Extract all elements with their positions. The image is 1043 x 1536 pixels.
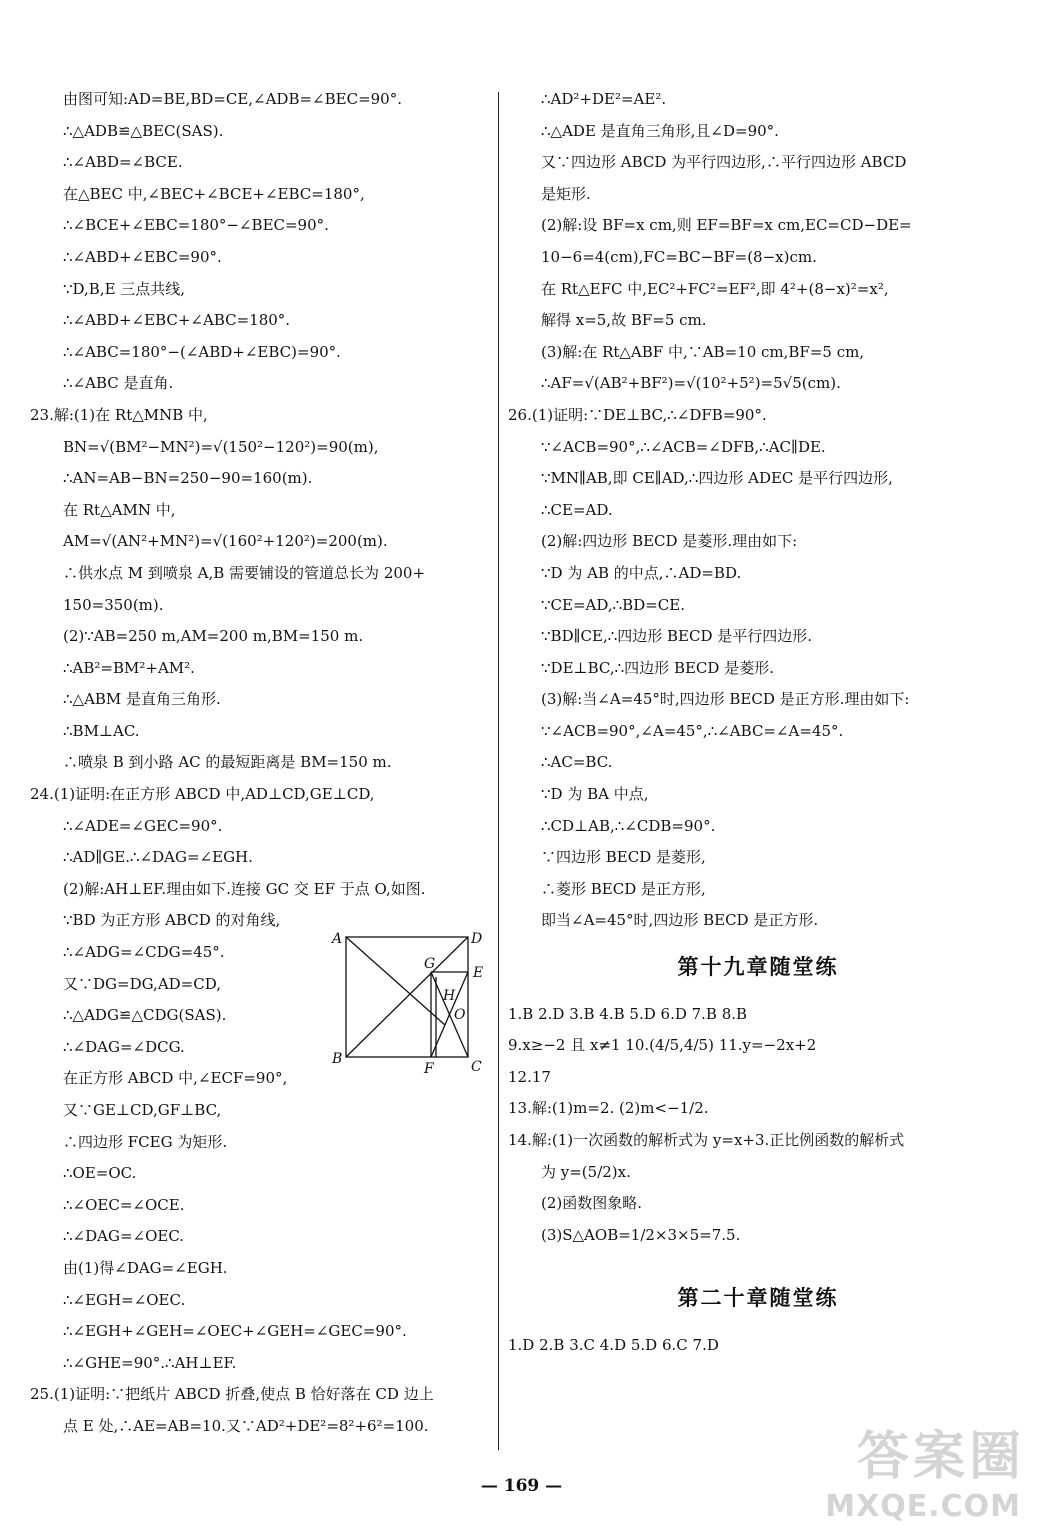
left-line: ∴∠ADG=∠CDG=45°. — [63, 943, 225, 962]
left-line: 在正方形 ABCD 中,∠ECF=90°, — [63, 1069, 288, 1088]
left-line: ∴BM⊥AC. — [63, 721, 140, 740]
column-divider — [498, 92, 499, 1450]
right-line: 即当∠A=45°时,四边形 BECD 是正方形. — [541, 911, 819, 930]
left-line: ∴∠ABD+∠EBC+∠ABC=180°. — [63, 311, 291, 330]
right-line: 1.B 2.D 3.B 4.B 5.D 6.D 7.B 8.B — [508, 1004, 748, 1023]
right-line: ∵四边形 BECD 是菱形, — [541, 848, 706, 867]
right-line: 1.D 2.B 3.C 4.D 5.D 6.C 7.D — [508, 1335, 719, 1354]
left-line: (2)∵AB=250 m,AM=200 m,BM=150 m. — [63, 627, 364, 646]
chapter-19-heading: 第十九章随堂练 — [677, 955, 839, 980]
left-line: 150=350(m). — [63, 595, 164, 614]
right-line: 13.解:(1)m=2. (2)m<−1/2. — [508, 1099, 709, 1118]
left-line: ∴AN=AB−BN=250−90=160(m). — [63, 469, 313, 488]
left-line: 又∵DG=DG,AD=CD, — [63, 974, 221, 993]
page-number: — 169 — — [480, 1476, 563, 1496]
chapter-20-heading: 第二十章随堂练 — [677, 1286, 839, 1311]
left-line: 25.(1)证明:∵把纸片 ABCD 折叠,使点 B 恰好落在 CD 边上 — [30, 1385, 434, 1404]
left-line: ∴△ADG≌△CDG(SAS). — [63, 1006, 227, 1025]
right-line: 26.(1)证明:∵DE⊥BC,∴∠DFB=90°. — [508, 405, 767, 424]
label-o: O — [454, 1007, 466, 1023]
right-line: ∵BD∥CE,∴四边形 BECD 是平行四边形. — [541, 627, 813, 646]
right-line: ∵MN∥AB,即 CE∥AD,∴四边形 ADEC 是平行四边形, — [541, 469, 893, 488]
left-line: ∵D,B,E 三点共线, — [63, 279, 186, 298]
right-line: ∵∠ACB=90°,∴∠ACB=∠DFB,∴AC∥DE. — [541, 437, 826, 456]
right-line: ∴AF=√(AB²+BF²)=√(10²+5²)=5√5(cm). — [541, 374, 841, 393]
spacer — [508, 984, 1008, 999]
right-line: ∵D 为 BA 中点, — [541, 785, 649, 804]
right-line: ∴AD²+DE²=AE². — [541, 90, 667, 108]
right-line: 12.17 — [508, 1067, 551, 1086]
label-h: H — [443, 988, 456, 1004]
geometry-figure-square-abcd — [330, 925, 492, 1075]
left-line: 由图可知:AD=BE,BD=CE,∠ADB=∠BEC=90°. — [63, 90, 402, 108]
spacer — [508, 1315, 1008, 1330]
left-line: ∴∠DAG=∠OEC. — [63, 1227, 185, 1246]
left-line: ∴喷泉 B 到小路 AC 的最短距离是 BM=150 m. — [63, 753, 392, 772]
label-f: F — [424, 1061, 434, 1075]
label-d: D — [471, 931, 483, 947]
right-line: 在 Rt△EFC 中,EC²+FC²=EF²,即 4²+(8−x)²=x², — [541, 279, 889, 298]
watermark-text: 答案圈 — [856, 1427, 1025, 1487]
spacer — [508, 937, 1008, 952]
left-line: ∴OE=OC. — [63, 1164, 137, 1183]
left-line: ∴△ABM 是直角三角形. — [63, 690, 221, 709]
right-line: ∵DE⊥BC,∴四边形 BECD 是菱形. — [541, 658, 774, 677]
spacer — [508, 1251, 1008, 1283]
left-line: BN=√(BM²−MN²)=√(150²−120²)=90(m), — [63, 437, 379, 456]
right-line: (3)解:当∠A=45°时,四边形 BECD 是正方形.理由如下: — [541, 690, 910, 709]
left-line: (2)解:AH⊥EF.理由如下.连接 GC 交 EF 于点 O,如图. — [63, 879, 426, 898]
right-line: 又∵四边形 ABCD 为平行四边形,∴平行四边形 ABCD — [541, 153, 907, 172]
right-line: 解得 x=5,故 BF=5 cm. — [541, 311, 707, 330]
left-line: ∴AD∥GE.∴∠DAG=∠EGH. — [63, 848, 253, 867]
left-line: ∴∠DAG=∠DCG. — [63, 1037, 185, 1056]
right-line: ∴△ADE 是直角三角形,且∠D=90°. — [541, 121, 779, 140]
right-line: 14.解:(1)一次函数的解析式为 y=x+3.正比例函数的解析式 — [508, 1131, 905, 1149]
left-line: 23.解:(1)在 Rt△MNB 中, — [30, 405, 208, 424]
right-line: 10−6=4(cm),FC=BC−BF=(8−x)cm. — [541, 247, 817, 266]
right-line: ∴CE=AD. — [541, 500, 613, 519]
right-line: 9.x≥−2 且 x≠1 10.(4/5,4/5) 11.y=−2x+2 — [508, 1036, 817, 1055]
left-line: ∴△ADB≌△BEC(SAS). — [63, 121, 224, 140]
right-line: ∵D 为 AB 的中点,∴AD=BD. — [541, 563, 742, 582]
left-line: 由(1)得∠DAG=∠EGH. — [63, 1258, 228, 1277]
label-e: E — [473, 965, 484, 981]
watermark-url: MXQE.COM — [825, 1489, 1021, 1524]
left-line: 在△BEC 中,∠BEC+∠BCE+∠EBC=180°, — [63, 184, 365, 203]
left-line: ∴∠OEC=∠OCE. — [63, 1195, 185, 1214]
left-line: ∴∠EGH+∠GEH=∠OEC+∠GEH=∠GEC=90°. — [63, 1322, 407, 1341]
left-line: ∵BD 为正方形 ABCD 的对角线, — [63, 911, 281, 930]
label-a: A — [332, 931, 343, 947]
right-line: ∴AC=BC. — [541, 753, 613, 772]
right-line: 是矩形. — [541, 184, 591, 203]
left-line: AM=√(AN²+MN²)=√(160²+120²)=200(m). — [63, 532, 388, 551]
left-line: ∴四边形 FCEG 为矩形. — [63, 1132, 228, 1151]
left-line: 又∵GE⊥CD,GF⊥BC, — [63, 1101, 222, 1119]
left-line: ∴∠EGH=∠OEC. — [63, 1290, 186, 1309]
right-line: (3)解:在 Rt△ABF 中,∵AB=10 cm,BF=5 cm, — [541, 342, 865, 361]
left-line: ∴AB²=BM²+AM². — [63, 658, 195, 677]
left-column — [30, 84, 492, 1443]
left-line: ∴供水点 M 到喷泉 A,B 需要铺设的管道总长为 200+ — [63, 563, 426, 582]
right-line: (2)函数图象略. — [541, 1194, 643, 1213]
left-line: 在 Rt△AMN 中, — [63, 500, 176, 519]
right-column — [508, 84, 1008, 1362]
label-g: G — [424, 956, 436, 972]
label-c: C — [471, 1059, 482, 1075]
watermark-logo — [823, 1408, 1033, 1528]
left-line: ∴∠ABD+∠EBC=90°. — [63, 247, 222, 266]
left-line: ∴∠ADE=∠GEC=90°. — [63, 816, 223, 835]
right-line: 为 y=(5/2)x. — [541, 1162, 631, 1181]
left-line: ∴∠ABC 是直角. — [63, 374, 174, 393]
left-line: 24.(1)证明:在正方形 ABCD 中,AD⊥CD,GE⊥CD, — [30, 785, 375, 804]
right-line: ∵∠ACB=90°,∠A=45°,∴∠ABC=∠A=45°. — [541, 721, 844, 740]
right-line: (2)解:四边形 BECD 是菱形.理由如下: — [541, 532, 798, 551]
right-line: ∴CD⊥AB,∴∠CDB=90°. — [541, 816, 716, 835]
left-line: ∴∠BCE+∠EBC=180°−∠BEC=90°. — [63, 216, 329, 235]
right-line: (3)S△AOB=1/2×3×5=7.5. — [541, 1225, 741, 1244]
left-line: ∴∠ABC=180°−(∠ABD+∠EBC)=90°. — [63, 342, 341, 361]
segment-ah — [346, 937, 445, 1025]
left-line: 点 E 处,∴AE=AB=10.又∵AD²+DE²=8²+6²=100. — [63, 1416, 429, 1435]
left-line: ∴∠GHE=90°.∴AH⊥EF. — [63, 1353, 237, 1372]
right-line: ∵CE=AD,∴BD=CE. — [541, 595, 685, 614]
right-line: (2)解:设 BF=x cm,则 EF=BF=x cm,EC=CD−DE= — [541, 216, 912, 235]
right-line: ∴菱形 BECD 是正方形, — [541, 879, 706, 898]
left-line: ∴∠ABD=∠BCE. — [63, 153, 183, 172]
label-b: B — [332, 1051, 343, 1067]
